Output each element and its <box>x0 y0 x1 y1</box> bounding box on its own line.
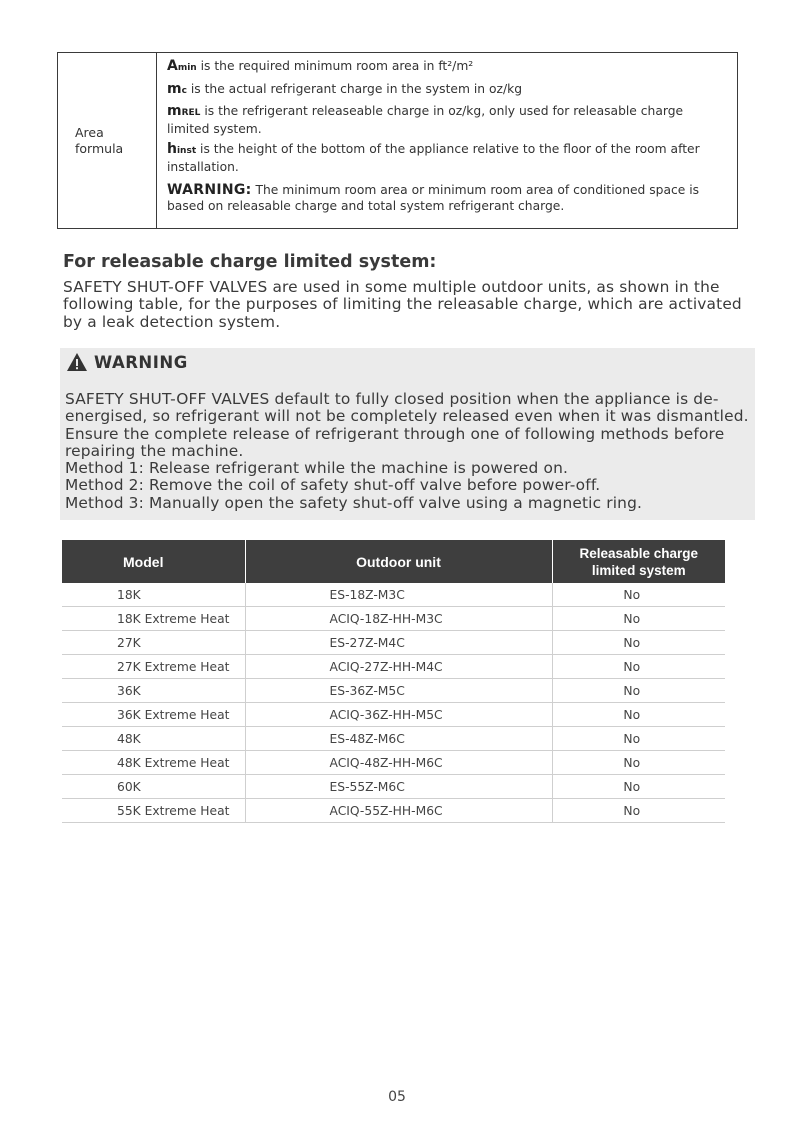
header-releasable-line1: Releasable charge <box>579 545 699 561</box>
table-row <box>62 727 725 751</box>
table-row <box>62 655 725 679</box>
mrel-symbol: m <box>167 103 182 119</box>
warning-method-2: Method 2: Remove the coil of safety shut-off valve before power-off. <box>65 476 601 495</box>
model-cell: 48K Extreme Heat <box>62 751 245 775</box>
table-row <box>62 631 725 655</box>
outdoor-unit-cell: ACIQ-48Z-HH-M6C <box>245 751 552 775</box>
table-row <box>62 703 725 727</box>
section-paragraph: SAFETY SHUT-OFF VALVES are used in some multiple outdoor units, as shown in the following table, for the purposes of limiting the releasable charge, which are activated by a leak detection system. <box>63 278 742 331</box>
releasable-cell: No <box>552 679 725 703</box>
model-cell: 60K <box>62 775 245 799</box>
warning-triangle-icon <box>66 352 88 372</box>
formula-warning-text: The minimum room area or minimum room area of conditioned space is based on releasable charge and total system refrigerant charge. <box>167 183 700 213</box>
model-cell: 36K <box>62 679 245 703</box>
outdoor-unit-cell: ACIQ-27Z-HH-M4C <box>245 655 552 679</box>
amin-definition <box>167 59 727 77</box>
area-formula-label <box>58 53 157 228</box>
model-cell: 27K Extreme Heat <box>62 655 245 679</box>
model-table <box>62 540 725 823</box>
amin-subscript: min <box>177 63 197 73</box>
releasable-cell: No <box>552 751 725 775</box>
mrel-text: is the refrigerant releaseable charge in oz/kg, only used for releasable charge limited system. <box>167 104 684 136</box>
model-cell: 27K <box>62 631 245 655</box>
hinst-symbol: h <box>167 141 177 157</box>
header-releasable-charge <box>552 540 725 583</box>
hinst-definition <box>167 142 727 175</box>
table-row <box>62 775 725 799</box>
outdoor-unit-cell: ES-36Z-M5C <box>245 679 552 703</box>
area-formula-table <box>57 52 738 229</box>
outdoor-unit-cell: ACIQ-18Z-HH-M3C <box>245 607 552 631</box>
outdoor-unit-cell: ES-27Z-M4C <box>245 631 552 655</box>
formula-warning-label: WARNING: <box>167 182 252 198</box>
amin-text: is the required minimum room area in ft²/m² <box>196 59 474 73</box>
outdoor-unit-cell: ACIQ-55Z-HH-M6C <box>245 799 552 823</box>
table-row <box>62 679 725 703</box>
outdoor-unit-cell: ACIQ-36Z-HH-M5C <box>245 703 552 727</box>
amin-symbol: A <box>167 58 178 74</box>
area-formula-label-line1: Area <box>75 124 104 140</box>
table-row <box>62 751 725 775</box>
header-outdoor-unit: Outdoor unit <box>245 540 552 583</box>
releasable-cell: No <box>552 583 725 607</box>
warning-method-3: Method 3: Manually open the safety shut-off valve using a magnetic ring. <box>65 493 643 512</box>
releasable-cell: No <box>552 775 725 799</box>
header-releasable-line2: limited system <box>591 562 686 578</box>
warning-body <box>65 391 750 512</box>
warning-method-1: Method 1: Release refrigerant while the machine is powered on. <box>65 459 569 478</box>
table-row <box>62 583 725 607</box>
releasable-cell: No <box>552 655 725 679</box>
model-cell: 18K Extreme Heat <box>62 607 245 631</box>
mc-symbol: m <box>167 80 182 97</box>
outdoor-unit-cell: ES-48Z-M6C <box>245 727 552 751</box>
model-cell: 55K Extreme Heat <box>62 799 245 823</box>
hinst-subscript: inst <box>176 146 197 156</box>
section-heading: For releasable charge limited system: <box>63 252 437 272</box>
releasable-cell: No <box>552 703 725 727</box>
outdoor-unit-cell: ES-55Z-M6C <box>245 775 552 799</box>
releasable-cell: No <box>552 607 725 631</box>
model-cell: 36K Extreme Heat <box>62 703 245 727</box>
releasable-cell: No <box>552 631 725 655</box>
releasable-cell: No <box>552 799 725 823</box>
area-formula-label-line2: formula <box>75 140 124 156</box>
formula-warning <box>167 183 727 214</box>
table-row <box>62 607 725 631</box>
model-cell: 18K <box>62 583 245 607</box>
mc-definition <box>167 82 727 100</box>
model-cell: 48K <box>62 727 245 751</box>
mrel-definition <box>167 104 727 137</box>
page-number: 05 <box>388 1089 406 1105</box>
releasable-cell: No <box>552 727 725 751</box>
header-model: Model <box>62 540 245 583</box>
area-formula-definitions <box>157 53 737 228</box>
warning-header <box>66 352 188 372</box>
mc-subscript: c <box>181 85 187 96</box>
warning-title: WARNING <box>94 352 188 372</box>
warning-intro: SAFETY SHUT-OFF VALVES default to fully closed position when the appliance is de-energised, so refrigerant will not be completely released even when it was dismantled. Ensure the complete release of refrigerant through one of following methods before repairing the machine. <box>65 390 749 460</box>
outdoor-unit-cell: ES-18Z-M3C <box>245 583 552 607</box>
hinst-text: is the height of the bottom of the appliance relative to the floor of the room after installation. <box>167 142 700 174</box>
table-row <box>62 799 725 823</box>
mrel-subscript: REL <box>181 108 201 118</box>
model-table-header-row <box>62 540 725 583</box>
warning-box <box>60 348 755 520</box>
mc-text: is the actual refrigerant charge in the system in oz/kg <box>186 81 523 96</box>
